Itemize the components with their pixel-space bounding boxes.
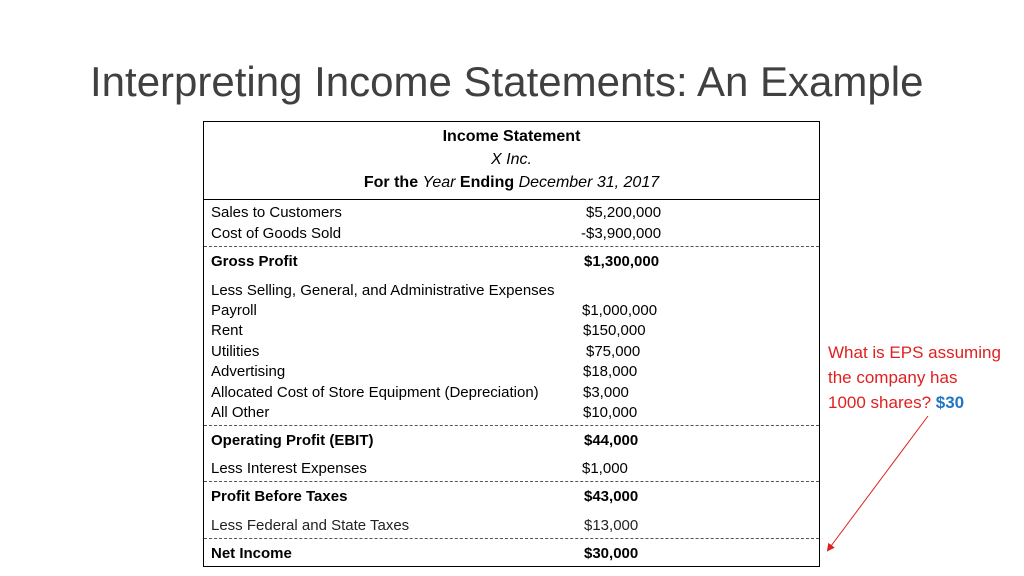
rent-label: Rent [211,322,243,339]
advertising-label: Advertising [211,363,286,380]
taxes-value: $13,000 [584,517,639,534]
cogs-label: Cost of Goods Sold [211,225,342,242]
eps-answer: $30 [935,393,965,412]
advertising-value: $18,000 [583,363,638,380]
period-year-word: Year [422,174,456,191]
company-name: X Inc. [491,151,532,168]
interest-value: $1,000 [582,460,628,477]
pbt-value: $43,000 [584,488,639,505]
all-other-label: All Other [211,404,270,421]
period-date: December 31, 2017 [518,174,660,191]
slide-title: Interpreting Income Statements: An Example [90,58,924,105]
gross-profit-value: $1,300,000 [584,253,660,270]
utilities-value: $75,000 [586,343,641,360]
sales-value: $5,200,000 [586,204,662,221]
sga-label: Less Selling, General, and Administrative Expenses [211,282,555,299]
question-line-2: the company has [828,368,958,387]
gross-profit-label: Gross Profit [211,253,298,270]
period-ending-word: Ending [459,174,515,191]
net-income-label: Net Income [211,545,292,562]
depreciation-label: Allocated Cost of Store Equipment (Depreciation) [211,384,539,401]
taxes-label: Less Federal and State Taxes [211,517,410,534]
cogs-value: -$3,900,000 [581,225,662,242]
utilities-label: Utilities [211,343,260,360]
ebit-value: $44,000 [584,432,639,449]
rent-value: $150,000 [583,322,646,339]
sales-label: Sales to Customers [211,204,342,221]
depreciation-value: $3,000 [583,384,629,401]
pbt-label: Profit Before Taxes [211,488,348,505]
arrow-line [828,416,928,550]
statement-heading: Income Statement [442,128,581,145]
period-prefix: For the [363,174,419,191]
question-line-3-text: 1000 shares? [828,393,932,412]
question-line-1: What is EPS assuming [828,343,1001,362]
net-income-value: $30,000 [584,545,639,562]
interest-label: Less Interest Expenses [211,460,367,477]
all-other-value: $10,000 [583,404,638,421]
payroll-label: Payroll [211,302,257,319]
ebit-label: Operating Profit (EBIT) [211,432,374,449]
payroll-value: $1,000,000 [582,302,658,319]
